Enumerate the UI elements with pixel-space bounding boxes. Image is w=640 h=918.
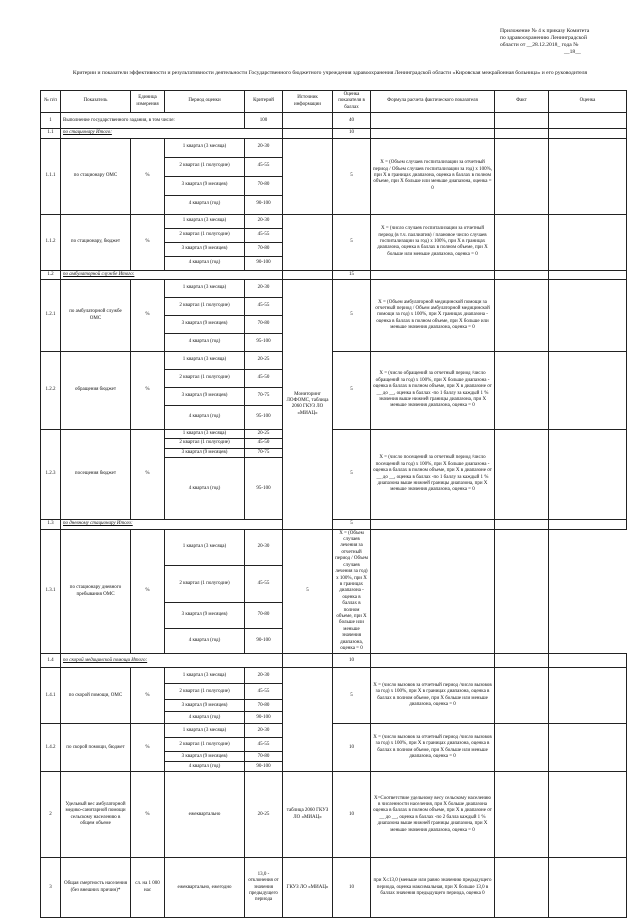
annex-reference bbox=[500, 28, 630, 56]
row-unit: % bbox=[131, 772, 165, 858]
row-indicator: по скорой помощи, бюджет bbox=[61, 724, 131, 772]
row-source: таблица 2060 ГКУЗ ЛО «МИАЦ» bbox=[283, 772, 333, 858]
table-row bbox=[41, 113, 627, 129]
criterion-cell: 45-50 bbox=[245, 370, 283, 388]
row-unit: % bbox=[131, 668, 165, 724]
row-indicator: по стационару, бюджет bbox=[61, 214, 131, 270]
row-score: 5 bbox=[333, 214, 371, 270]
criterion-cell: 95-100 bbox=[245, 406, 283, 430]
header-row bbox=[41, 91, 627, 113]
period-cell: 3 квартал (9 месяцев) bbox=[165, 176, 245, 195]
criterion-cell: 45-55 bbox=[245, 228, 283, 242]
table-row bbox=[41, 858, 627, 918]
row-formula: Х = (Объем случаев госпитализации за отчетный период / Объем случаев госпитализации за год) х 100%, при Х в границах диапазона, оценка в баллах в полном объеме, при Х больше или меньше диапазона, оценка = 0 bbox=[371, 138, 495, 214]
period-cell: 2 квартал (1 полугодие) bbox=[165, 738, 245, 752]
row-formula: Х = (число вызовов за отчетный период /число вызовов за год) х 100%, при Х в границах диапазона, оценка в баллах в полном объеме, при Х больше или меньше диапазона, оценка = 0 bbox=[371, 668, 495, 724]
row-label: Выполнение государственного задания, в том числе: bbox=[61, 113, 245, 129]
row-formula: Х = (Объем случаев лечения за отчетный период / Объем случаев лечения за год) х 100%, при Х в границах диапазона - оценка в баллах в полном объеме, при Х больше или меньше значения диапазона, оценка = 0 bbox=[333, 529, 371, 654]
row-score: 10 bbox=[333, 724, 371, 772]
row-indicator: по стационару дневного пребывания ОМС bbox=[61, 529, 131, 654]
row-formula: Х=Соответствие удельному весу сельскому населению в численности населения, при Х больше диапазона оценка в баллах в полном объеме, при Х в диапазоне от __ до __, оценка в баллах -по 2 балла каждый 1 % диапазона выше нижней границы диапазона, при Х меньше значения диапазона, оценка = 0 bbox=[371, 772, 495, 858]
criterion-cell: 45-55 bbox=[245, 738, 283, 752]
row-score: 5 bbox=[333, 668, 371, 724]
section-row bbox=[41, 654, 627, 668]
row-indicator: по стационару ОМС bbox=[61, 138, 131, 214]
source-cell: Мониторинг ЛОФОМС, таблица 2060 ГКУЗ ЛО «МИАЦ» bbox=[283, 280, 333, 530]
period-cell: 1 квартал (3 месяца) bbox=[165, 280, 245, 298]
row-num: 1.2.1 bbox=[41, 280, 61, 352]
criterion-cell: 20-30 bbox=[245, 138, 283, 157]
header-source: Источник информации bbox=[283, 91, 333, 113]
criterion-cell: 90-100 bbox=[245, 195, 283, 214]
section-row bbox=[41, 129, 627, 138]
row-criterion: 20-25 bbox=[245, 772, 283, 858]
period-cell: 4 квартал (год) bbox=[165, 628, 245, 654]
criterion-cell: 45-55 bbox=[245, 684, 283, 700]
period-cell: 4 квартал (год) bbox=[165, 334, 245, 352]
period-cell: 3 квартал (9 месяцев) bbox=[165, 316, 245, 334]
period-cell: 4 квартал (год) bbox=[165, 195, 245, 214]
header-fact: Факт bbox=[495, 91, 549, 113]
criterion-cell: 95-100 bbox=[245, 334, 283, 352]
period-cell: 2 квартал (1 полугодие) bbox=[165, 684, 245, 700]
section-num: 1.2 bbox=[41, 270, 61, 279]
row-num: 1.4.2 bbox=[41, 724, 61, 772]
annex-line: Приложение № 4 к приказу Комитета bbox=[500, 28, 590, 34]
criterion-cell: 20-30 bbox=[245, 529, 283, 566]
row-unit: % bbox=[131, 138, 165, 214]
header-score: Оценка показателя в баллах bbox=[333, 91, 371, 113]
section-label: по скорой медицинской помощи Итого: bbox=[61, 654, 283, 668]
row-formula: Х = (число случаев госпитализации за отчетный период (в т.ч. паллиатив) / плановое число случаев госпитализации за год) х 100%, при Х в границах диапазона, оценка в баллах в полном объеме, при Х больше или меньше диапазона, оценка = 0 bbox=[371, 214, 495, 270]
header-period: Период оценки bbox=[165, 91, 245, 113]
annex-line: __18__ bbox=[564, 49, 581, 55]
criterion-cell: 70-75 bbox=[245, 448, 283, 457]
table-row bbox=[41, 772, 627, 858]
criterion-cell: 70-75 bbox=[245, 388, 283, 406]
criterion-cell: 45-55 bbox=[245, 566, 283, 603]
criterion-cell: 20-30 bbox=[245, 668, 283, 684]
period-cell: 4 квартал (год) bbox=[165, 712, 245, 724]
criterion-cell: 90-100 bbox=[245, 256, 283, 270]
criterion-cell: 70-80 bbox=[245, 700, 283, 712]
criterion-cell: 70-80 bbox=[245, 176, 283, 195]
row-unit: % bbox=[131, 430, 165, 520]
period-cell: 4 квартал (год) bbox=[165, 406, 245, 430]
criterion-cell: 45-50 bbox=[245, 439, 283, 448]
table-row bbox=[41, 430, 627, 439]
period-cell: 3 квартал (9 месяцев) bbox=[165, 752, 245, 762]
period-cell: 3 квартал (9 месяцев) bbox=[165, 388, 245, 406]
criterion-cell: 70-80 bbox=[245, 602, 283, 628]
row-source bbox=[283, 113, 333, 129]
period-cell: 1 квартал (3 месяца) bbox=[165, 430, 245, 439]
period-cell: 1 квартал (3 месяца) bbox=[165, 138, 245, 157]
row-formula: Х = (число вызовов за отчетный период /число вызовов за год) х 100%, при Х в границах диапазона, оценка в баллах в полном объеме, при Х больше или меньше диапазона, оценка = 0 bbox=[371, 724, 495, 772]
row-num: 1.2.3 bbox=[41, 430, 61, 520]
period-cell: 3 квартал (9 месяцев) bbox=[165, 602, 245, 628]
section-row bbox=[41, 270, 627, 279]
table-row bbox=[41, 352, 627, 370]
period-cell: 2 квартал (1 полугодие) bbox=[165, 157, 245, 176]
row-unit: % bbox=[131, 280, 165, 352]
section-score: 15 bbox=[333, 270, 371, 279]
criterion-cell: 95-100 bbox=[245, 458, 283, 520]
row-unit: % bbox=[131, 214, 165, 270]
row-period: ежеквартально bbox=[165, 772, 245, 858]
header-formula: Формула расчета фактического показателя bbox=[371, 91, 495, 113]
row-indicator: по амбулаторной службе ОМС bbox=[61, 280, 131, 352]
period-cell: 2 квартал (1 полугодие) bbox=[165, 228, 245, 242]
annex-line: области от __28.12.2018_ года № bbox=[500, 42, 579, 48]
row-indicator: обращения бюджет bbox=[61, 352, 131, 430]
row-num: 2 bbox=[41, 772, 61, 858]
criteria-table bbox=[40, 90, 627, 918]
criterion-cell: 20-25 bbox=[245, 430, 283, 439]
row-unit: % bbox=[131, 529, 165, 654]
criterion-cell: 20-30 bbox=[245, 280, 283, 298]
row-num: 1 bbox=[41, 113, 61, 129]
row-score: 5 bbox=[283, 529, 333, 654]
row-score: 5 bbox=[333, 280, 371, 352]
row-num: 3 bbox=[41, 858, 61, 918]
period-cell: 3 квартал (9 месяцев) bbox=[165, 700, 245, 712]
row-num: 1.1.2 bbox=[41, 214, 61, 270]
row-indicator: по скорой помощи, ОМС bbox=[61, 668, 131, 724]
row-formula: Х = (Объем амбулаторной медицинской помощи за отчетный период / Объем амбулаторной медицинской помощи за год) х 100%, при Х границах диапазона - оценка в баллах в полном объеме, при Х больше или меньше значения диапазона, оценка = 0 bbox=[371, 280, 495, 352]
period-cell: 2 квартал (1 полугодие) bbox=[165, 298, 245, 316]
table-row bbox=[41, 138, 627, 157]
table-row bbox=[41, 214, 627, 228]
period-cell: 1 квартал (3 месяца) bbox=[165, 724, 245, 738]
row-score: 5 bbox=[333, 352, 371, 430]
section-num: 1.3 bbox=[41, 520, 61, 529]
period-cell: 1 квартал (3 месяца) bbox=[165, 352, 245, 370]
header-unit: Единица измерения bbox=[131, 91, 165, 113]
section-score: 10 bbox=[333, 129, 371, 138]
section-row bbox=[41, 520, 627, 529]
document-title: Критерии и показатели эффективности и результативности деятельности Государственного бюджетного учреждения здравоохранения Ленинградской области «Кировская межрайонная больница» и его руководителя bbox=[72, 70, 588, 76]
row-criterion: 13,0 - отклонения от значения предыдущего периода bbox=[245, 858, 283, 918]
section-label: по стационару Итого: bbox=[61, 129, 283, 138]
row-num: 1.3.1 bbox=[41, 529, 61, 654]
period-cell: 4 квартал (год) bbox=[165, 458, 245, 520]
table-row bbox=[41, 668, 627, 684]
section-num: 1.4 bbox=[41, 654, 61, 668]
row-score: 10 bbox=[333, 772, 371, 858]
criterion-cell: 70-80 bbox=[245, 242, 283, 256]
section-label: по дневному стационару Итого: bbox=[61, 520, 283, 529]
header-num: № п/п bbox=[41, 91, 61, 113]
row-indicator: посещения бюджет bbox=[61, 430, 131, 520]
criterion-cell: 90-100 bbox=[245, 712, 283, 724]
section-label: по амбулаторной службе Итого: bbox=[61, 270, 283, 279]
row-formula: Х = (число обращений за отчетный период /число обращений за год) х 100%, при Х больше диапазона - оценка в баллах в полном объеме, при Х в диапазоне от __ до __, оценка в баллах -по 1 баллу за каждый 1 % значения выше нижней границы диапазона, при Х меньше значения диапазона, оценка = 0 bbox=[371, 352, 495, 430]
criterion-cell: 20-25 bbox=[245, 352, 283, 370]
row-criterion: 100 bbox=[245, 113, 283, 129]
criterion-cell: 45-55 bbox=[245, 157, 283, 176]
criterion-cell: 20-30 bbox=[245, 214, 283, 228]
row-num: 1.1.1 bbox=[41, 138, 61, 214]
row-unit: сл. на 1 000 нас bbox=[131, 858, 165, 918]
period-cell: 4 квартал (год) bbox=[165, 762, 245, 772]
row-indicator: Общая смертность населения (без внешних причин)* bbox=[61, 858, 131, 918]
row-formula: Х = (число посещений за отчетный период /число посещений за год) х 100%, при Х больше диапазона - оценка в баллах в полном объеме, при Х в диапазоне от __ до __, оценка в баллах -по 1 баллу за каждый 1 % диапазона выше нижней границы диапазона, при Х меньше значения диапазона, оценка = 0 bbox=[371, 430, 495, 520]
row-period: ежеквартально, ежегодно bbox=[165, 858, 245, 918]
period-cell: 1 квартал (3 месяца) bbox=[165, 529, 245, 566]
header-criterion: Критерий bbox=[245, 91, 283, 113]
period-cell: 3 квартал (9 месяцев) bbox=[165, 242, 245, 256]
section-score: 10 bbox=[333, 654, 371, 668]
row-score: 10 bbox=[333, 858, 371, 918]
table-row bbox=[41, 724, 627, 738]
period-cell: 1 квартал (3 месяца) bbox=[165, 668, 245, 684]
period-cell: 3 квартал (9 месяцев) bbox=[165, 448, 245, 457]
row-score: 40 bbox=[333, 113, 371, 129]
criterion-cell: 70-80 bbox=[245, 316, 283, 334]
row-unit: % bbox=[131, 724, 165, 772]
row-score: 5 bbox=[333, 430, 371, 520]
criterion-cell: 20-30 bbox=[245, 724, 283, 738]
table-row bbox=[41, 280, 627, 298]
criterion-cell: 90-100 bbox=[245, 628, 283, 654]
section-num: 1.1 bbox=[41, 129, 61, 138]
row-num: 1.4.1 bbox=[41, 668, 61, 724]
row-score: 5 bbox=[333, 138, 371, 214]
row-unit: % bbox=[131, 352, 165, 430]
row-num: 1.2.2 bbox=[41, 352, 61, 430]
period-cell: 2 квартал (1 полугодие) bbox=[165, 439, 245, 448]
period-cell: 1 квартал (3 месяца) bbox=[165, 214, 245, 228]
row-source: ГКУЗ ЛО «МИАЦ» bbox=[283, 858, 333, 918]
table-row bbox=[41, 529, 627, 566]
period-cell: 4 квартал (год) bbox=[165, 256, 245, 270]
header-indicator: Показатель bbox=[61, 91, 131, 113]
section-score: 5 bbox=[333, 520, 371, 529]
row-formula: при Х≤13,0 (меньше или равно значению предыдущего периода, оценка максимальная, при Х больше 13,0 в баллах значения предыдущего периода, оценка 0 bbox=[371, 858, 495, 918]
period-cell: 2 квартал (1 полугодие) bbox=[165, 566, 245, 603]
header-rating: Оценка bbox=[549, 91, 627, 113]
annex-line: по здравоохранению Ленинградской bbox=[500, 35, 587, 41]
period-cell: 2 квартал (1 полугодие) bbox=[165, 370, 245, 388]
criterion-cell: 90-100 bbox=[245, 762, 283, 772]
criterion-cell: 45-55 bbox=[245, 298, 283, 316]
row-indicator: Удельный вес амбулаторной медико-санитарной помощи сельскому населению в общем объеме bbox=[61, 772, 131, 858]
criterion-cell: 70-80 bbox=[245, 752, 283, 762]
